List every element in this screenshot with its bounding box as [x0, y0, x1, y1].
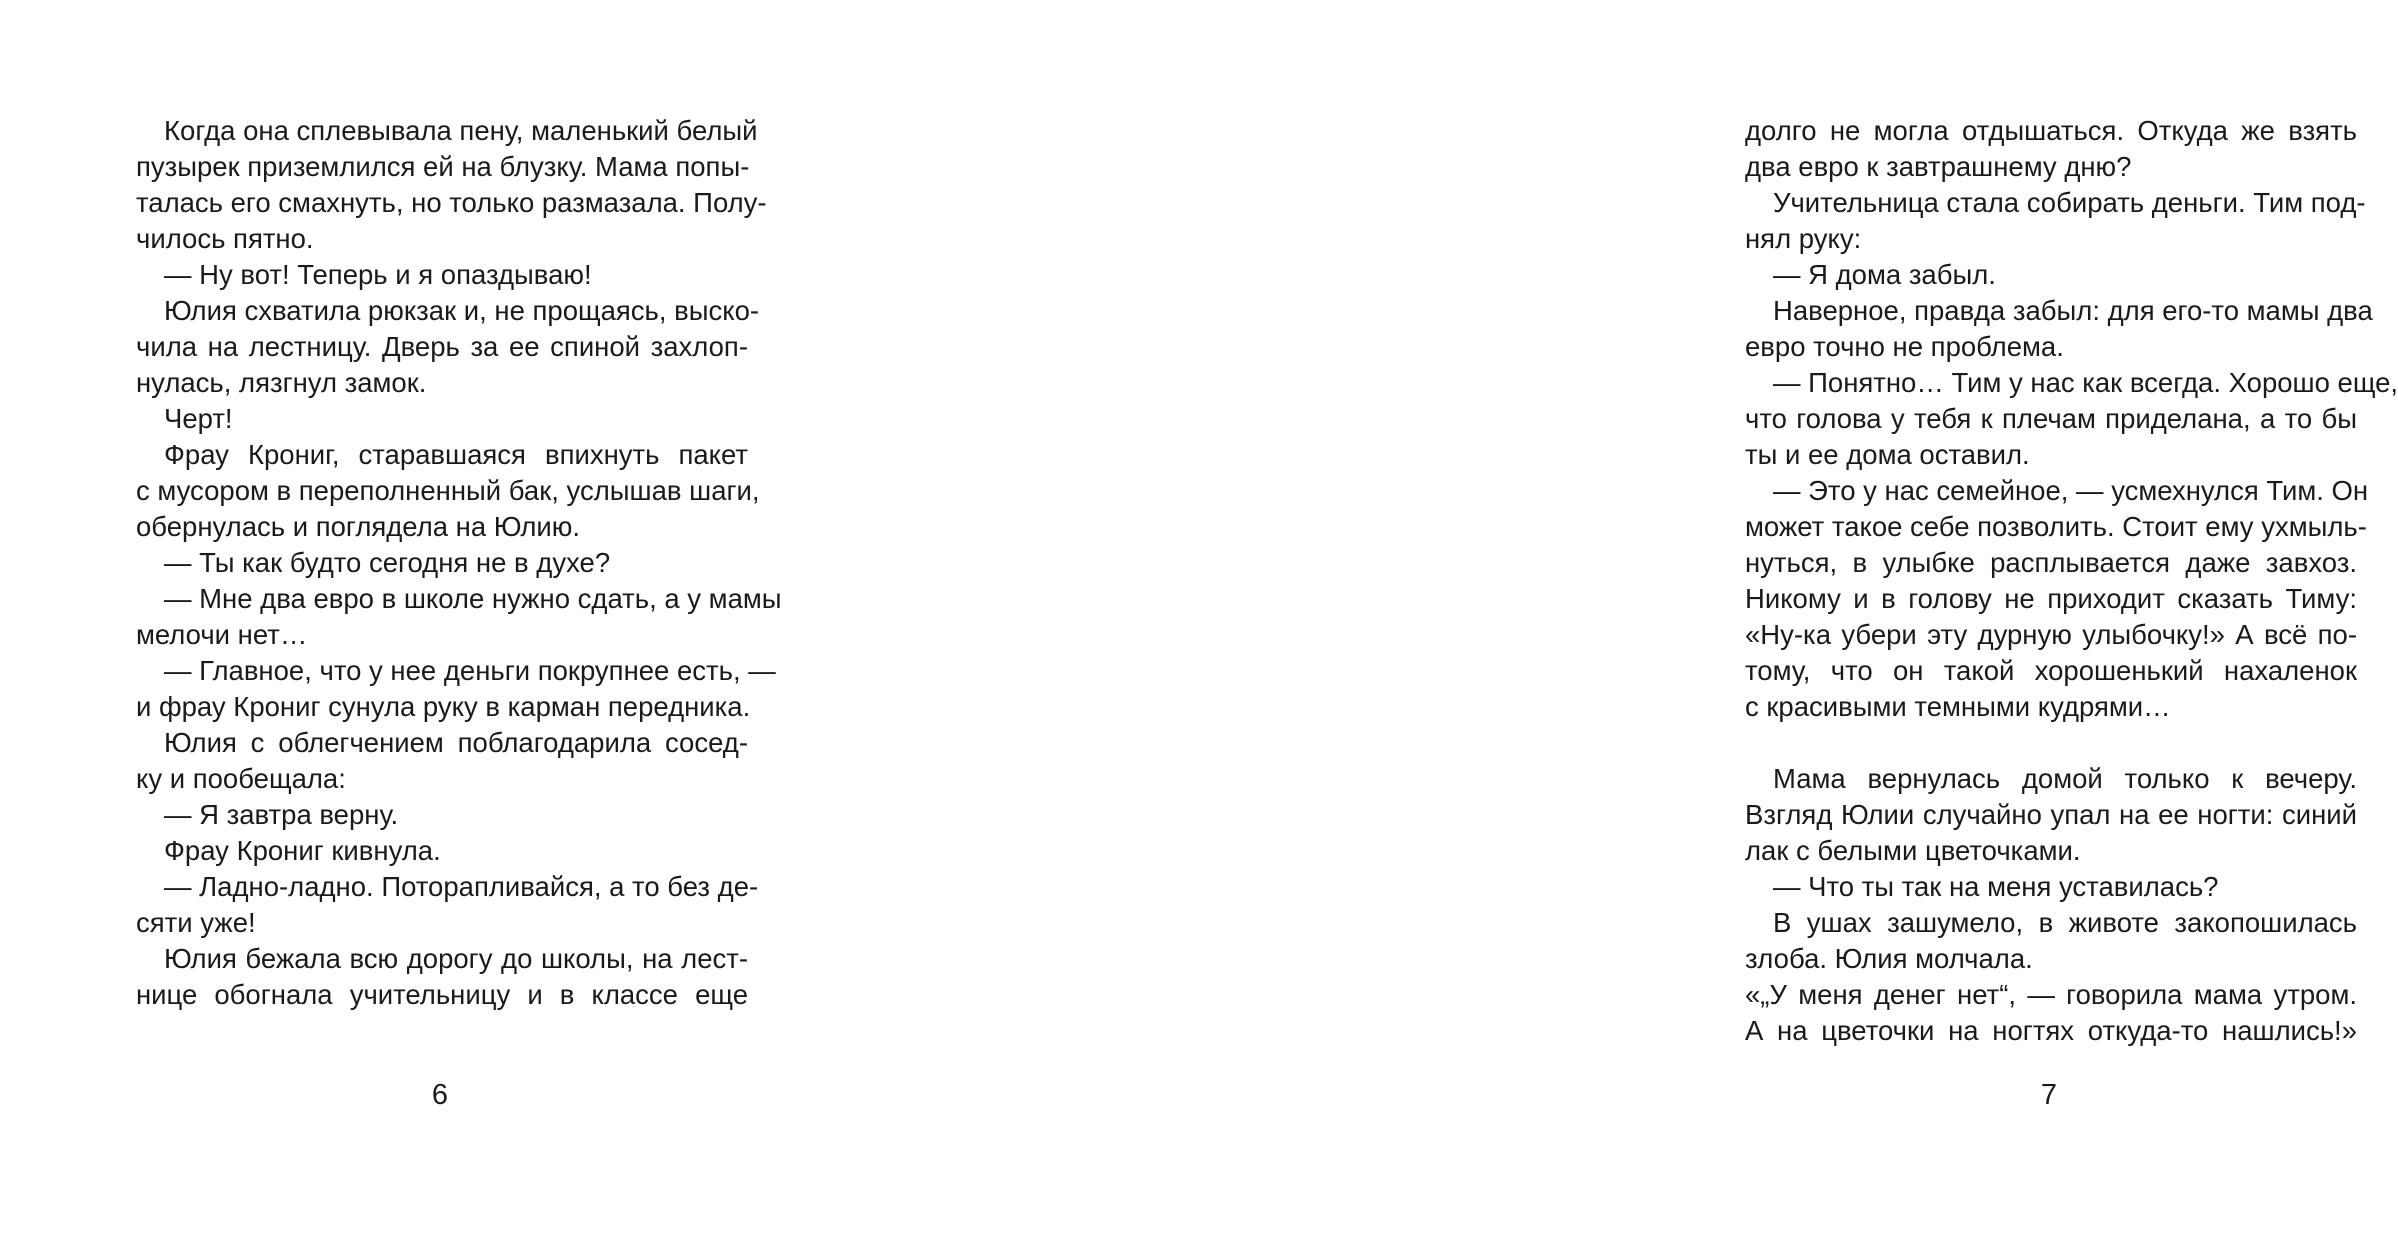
text-line: — Что ты так на меня уставилась?: [1773, 871, 2219, 902]
text-line: Юлия схватила рюкзак и, не прощаясь, выско-: [164, 295, 760, 326]
text-line: — Ну вот! Теперь и я опаздываю!: [164, 259, 592, 290]
text-line: Юлия бежала всю дорогу до школы, на лест-: [164, 943, 748, 974]
text-line: с красивыми темными кудрями…: [1745, 691, 2171, 722]
page-number: 6: [431, 1079, 449, 1111]
text-line: злоба. Юлия молчала.: [1745, 943, 2033, 974]
text-line: с мусором в переполненный бак, услышав шаги,: [136, 475, 760, 506]
text-line: мелочи нет…: [136, 619, 308, 650]
text-line: Фрау Крониг кивнула.: [164, 835, 441, 866]
text-line: Наверное, правда забыл: для его-то мамы два: [1773, 295, 2373, 326]
text-line: нице обогнала учительницу и в классе еще: [136, 979, 748, 1010]
text-line: «Ну-ка убери эту дурную улыбочку!» А всё по-: [1745, 619, 2357, 650]
text-line: талась его смахнуть, но только размазала. Полу-: [136, 187, 767, 218]
text-line: лак с белыми цветочками.: [1745, 835, 2081, 866]
page-number: 7: [2040, 1079, 2058, 1111]
text-line: Мама вернулась домой только к вечеру.: [1773, 763, 2357, 794]
text-line: Никому и в голову не приходит сказать Тиму:: [1745, 583, 2357, 614]
text-line: обернулась и поглядела на Юлию.: [136, 511, 581, 542]
text-line: — Это у нас семейное, — усмехнулся Тим. Он: [1773, 475, 2369, 506]
text-line: Учительница стала собирать деньги. Тим под-: [1773, 187, 2366, 218]
text-line: Юлия с облегчением поблагодарила сосед-: [164, 727, 748, 758]
text-line: — Ладно-ладно. Поторапливайся, а то без де-: [164, 871, 759, 902]
text-line: нял руку:: [1745, 223, 1862, 254]
text-line: долго не могла отдышаться. Откуда же взять: [1745, 115, 2357, 146]
text-line: — Понятно… Тим у нас как всегда. Хорошо еще,: [1773, 367, 2398, 398]
text-line: Черт!: [164, 403, 233, 434]
text-line: что голова у тебя к плечам приделана, а то бы: [1745, 403, 2357, 434]
text-line: ты и ее дома оставил.: [1745, 439, 2030, 470]
text-line: сяти уже!: [136, 907, 256, 938]
text-line: ку и пообещала:: [136, 763, 346, 794]
text-line: чила на лестницу. Дверь за ее спиной захлоп-: [136, 331, 748, 362]
text-line: — Главное, что у нее деньги покрупнее есть, —: [164, 655, 776, 686]
text-line: и фрау Крониг сунула руку в карман передника.: [136, 691, 751, 722]
text-line: — Я завтра верну.: [164, 799, 399, 830]
right-page: [827, 0, 2398, 1241]
text-line: — Мне два евро в школе нужно сдать, а у мамы: [164, 583, 782, 614]
text-line: Когда она сплевывала пену, маленький белый: [164, 115, 758, 146]
text-line: Взгляд Юлии случайно упал на ее ногти: синий: [1745, 799, 2357, 830]
text-line: нуться, в улыбке расплывается даже завхоз.: [1745, 547, 2357, 578]
text-line: пузырек приземлился ей на блузку. Мама попы-: [136, 151, 750, 182]
text-line: может такое себе позволить. Стоит ему ухмыль-: [1745, 511, 2367, 542]
text-line: чилось пятно.: [136, 223, 314, 254]
text-line: тому, что он такой хорошенький нахаленок: [1745, 655, 2357, 686]
text-line: А на цветочки на ногтях откуда-то нашлись!»: [1745, 1015, 2357, 1046]
text-line: «„У меня денег нет“, — говорила мама утром.: [1745, 979, 2357, 1010]
text-line: — Ты как будто сегодня не в духе?: [164, 547, 611, 578]
text-line: евро точно не проблема.: [1745, 331, 2064, 362]
text-line: В ушах зашумело, в животе закопошилась: [1773, 907, 2357, 938]
left-page: [0, 0, 827, 1241]
text-line: — Я дома забыл.: [1773, 259, 1996, 290]
text-line: нулась, лязгнул замок.: [136, 367, 427, 398]
text-line: Фрау Крониг, старавшаяся впихнуть пакет: [164, 439, 748, 470]
text-line: два евро к завтрашнему дню?: [1745, 151, 2132, 182]
